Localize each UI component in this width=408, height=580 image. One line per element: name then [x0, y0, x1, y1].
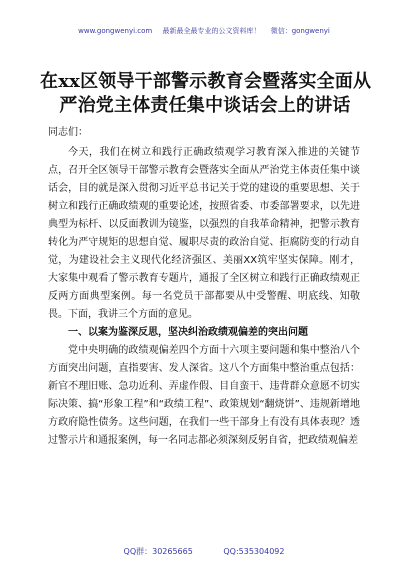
salutation: 同志们：: [48, 127, 88, 138]
page-footer: [0, 546, 408, 557]
wechat-id: 微信：gongwenyi: [270, 27, 330, 35]
section-1-heading: 一、以案为鉴深反思，坚决纠治政绩观偏差的突出问题: [68, 327, 308, 338]
page-header: [0, 26, 408, 36]
title-line-2: 严治党主体责任集中谈话会上的讲话: [59, 95, 351, 116]
document-title: [40, 70, 370, 118]
document-body: [48, 124, 360, 450]
paragraph-2: 党中央明确的政绩观偏差四个方面十六项主要问题和集中整治八个方面突出问题，直指要害、发人深省。这八个方面集中整治重点包括：新官不理旧账、急功近利、弄虚作假、目自蛮干、违背群众意愿不切实际决策、搞“形象工程”和“政绩工程”、政策规划“翻烧饼”、违规新增地方政府隐性债务。这些问题，在我们一些干部身上有没有具体表现？透过警示片和通报案例，每一名同志都必须深刻反躬自省，把政绩观偏差: [48, 345, 360, 446]
paragraph-1: 今天，我们在树立和践行正确政绩观学习教育深入推进的关键节点，召开全区领导干部警示教育会暨落实全面从严治党主体责任集中谈话会，目的就是深入贯彻习近平总书记关于党的建设的重要思想、关于树立和践行正确政绩观的重要论述，按照省委、市委部署要求，以先进典型为标杆、以反面教训为镜鉴，以强烈的自我革命精神，把警示教育转化为严守规矩的思想自觉、履职尽责的政治自觉、拒腐防变的行动自觉，为建设社会主义现代化经济强区、美丽XX筑牢坚实保障。刚才，大家集中观看了警示教育专题片，通报了全区树立和践行正确政绩观正反两方面典型案例。每一名党员干部都要从中受警醒、明底线、知敬畏。下面，我讲三个方面的意见。: [48, 147, 360, 320]
title-line-1: 在xx区领导干部警示教育会暨落实全面从: [40, 71, 372, 92]
website-link[interactable]: www.gongwenyi.com: [78, 27, 153, 35]
qq-number: QQ:535304092: [223, 547, 285, 556]
header-slogan: 最新最全最专业的公文资料库！: [162, 27, 261, 35]
qq-group: QQ群：30265665: [123, 547, 193, 556]
